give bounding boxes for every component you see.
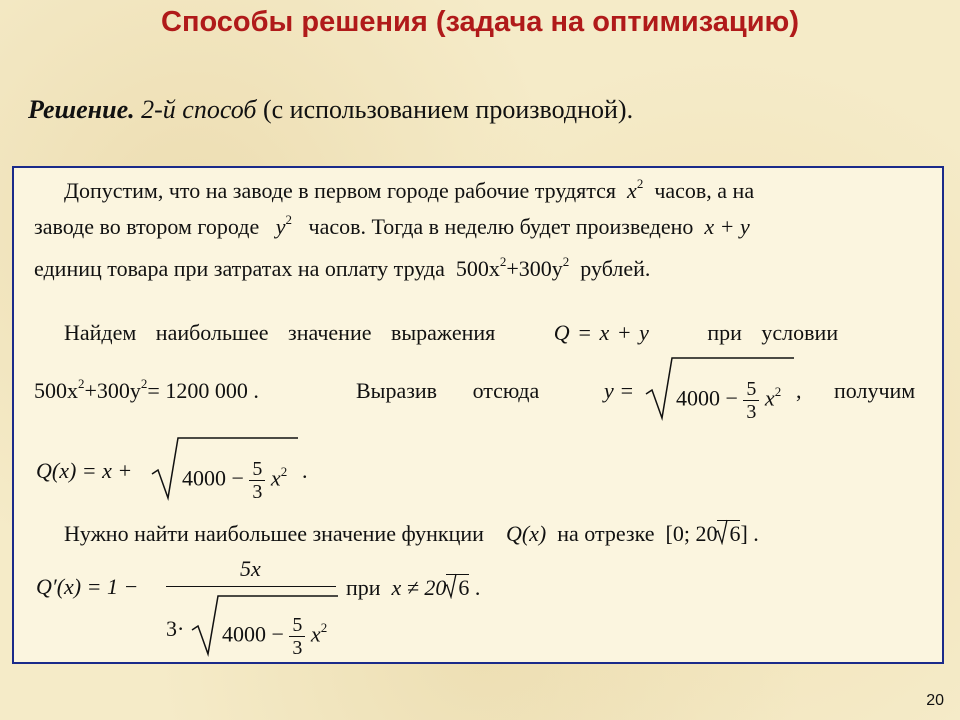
radical-sign-icon xyxy=(715,519,729,545)
math-x-neq: x ≠ 20 xyxy=(391,575,447,600)
exp-2: 2 xyxy=(499,254,507,269)
p3-line1 xyxy=(64,520,759,547)
exp-2: 2 xyxy=(562,254,570,269)
p1-text-3b: рублей. xyxy=(580,256,651,281)
p1-text-1a: Допустим, что на заводе в первом городе рабочие трудятся xyxy=(64,178,617,203)
solution-panel xyxy=(12,166,944,664)
p2-line2-constraint xyxy=(34,378,259,404)
p2-line1 xyxy=(64,320,838,346)
p2-line2-end xyxy=(834,378,915,404)
math-constraint-b: +300y xyxy=(84,378,141,403)
fraction-5-3 xyxy=(249,458,265,503)
math-constraint-a: 500x xyxy=(34,378,78,403)
derivative-lhs xyxy=(36,574,138,600)
p2-text-2a: Выразив отсюда xyxy=(356,378,540,403)
math-x: x xyxy=(270,465,281,491)
p1-line3 xyxy=(34,256,650,282)
p1-line2 xyxy=(34,214,750,240)
method-description: (с использованием производной). xyxy=(262,95,634,124)
exp-2: 2 xyxy=(78,376,85,391)
derivative-condition xyxy=(346,574,480,601)
frac-den: 3 xyxy=(746,401,757,423)
math-y-eq: y = xyxy=(604,378,635,403)
p1-line1 xyxy=(64,178,754,204)
radicand-y xyxy=(676,378,781,423)
sqrt-6 xyxy=(717,520,740,547)
math-radicand: 4000 − xyxy=(222,621,284,647)
math-comma: , xyxy=(796,378,802,403)
math-dQ-den-prefix: 3· xyxy=(166,616,185,641)
math-cost-a: 500x xyxy=(455,256,500,281)
sqrt-derivative xyxy=(192,592,342,658)
p1-text-1b: часов, а на xyxy=(654,178,755,203)
sqrt-6 xyxy=(446,574,469,601)
Qx-definition xyxy=(36,458,132,484)
math-Q-eq: Q = x + y xyxy=(553,320,649,345)
exp-2: 2 xyxy=(280,463,288,479)
math-Qx-eq: Q(x) = x + xyxy=(36,458,133,483)
p3-text-1a: Нужно найти наибольшее значение функции xyxy=(64,521,484,546)
math-y: y xyxy=(275,214,286,239)
math-six: 6 xyxy=(729,521,741,546)
y-equation xyxy=(604,378,634,404)
math-Qx: Q(x) xyxy=(505,521,547,546)
p1-text-3a: единиц товара при затратах на оплату труда xyxy=(34,256,445,281)
p2-line2-text xyxy=(356,378,539,404)
sqrt-y xyxy=(646,354,796,424)
math-dQ-num: 5x xyxy=(240,556,261,581)
method-label: 2-й способ xyxy=(141,95,257,124)
fraction-bar xyxy=(166,586,336,587)
exp-2: 2 xyxy=(774,383,782,399)
math-radicand: 4000 − xyxy=(182,465,244,491)
math-end-period: . xyxy=(474,575,481,600)
p3-text-1b: на отрезке xyxy=(557,521,655,546)
comma xyxy=(796,378,802,404)
sqrt-Qx xyxy=(152,434,302,504)
exp-2: 2 xyxy=(636,176,644,191)
page-number: 20 xyxy=(926,692,944,709)
math-radicand: 4000 − xyxy=(676,385,738,411)
frac-num: 5 xyxy=(743,378,759,401)
solution-label: Решение. xyxy=(28,95,135,124)
math-x: x xyxy=(627,178,637,203)
radical-sign-icon xyxy=(444,573,458,599)
exp-2: 2 xyxy=(285,212,292,227)
p2-text-1b: при условии xyxy=(707,320,839,345)
frac-den: 3 xyxy=(252,481,263,503)
exp-2: 2 xyxy=(140,376,148,391)
fraction-5-3 xyxy=(743,378,759,423)
radicand-derivative xyxy=(222,614,327,659)
p2-text-2b: получим xyxy=(834,378,916,403)
derivative-numerator xyxy=(240,556,261,582)
p3-text-cond: при xyxy=(346,575,381,600)
p1-text-2a: заводе во втором городе xyxy=(34,214,260,239)
period xyxy=(302,458,308,484)
radicand-Qx xyxy=(182,458,287,503)
solution-heading xyxy=(28,95,633,125)
math-period: . xyxy=(302,458,308,483)
math-x: x xyxy=(310,621,321,647)
math-interval-end: ] . xyxy=(740,521,759,546)
math-dQ-eq: Q′(x) = 1 − xyxy=(36,574,139,599)
p2-text-1a: Найдем наибольшее значение выражения xyxy=(64,320,496,345)
slide-title: Способы решения (задача на оптимизацию) xyxy=(161,6,799,38)
frac-num: 5 xyxy=(289,614,305,637)
exp-2: 2 xyxy=(320,619,328,635)
math-six: 6 xyxy=(458,575,470,600)
frac-den: 3 xyxy=(292,637,303,659)
frac-num: 5 xyxy=(249,458,265,481)
math-x: x xyxy=(764,385,775,411)
fraction-5-3 xyxy=(289,614,305,659)
math-constraint-rhs: = 1200 000 . xyxy=(147,378,259,403)
math-cost-b: +300y xyxy=(506,256,563,281)
derivative-den-prefix xyxy=(166,616,184,642)
p1-text-2b: часов. Тогда в неделю будет произведено xyxy=(308,214,694,239)
math-x-plus-y: x + y xyxy=(704,214,750,239)
math-interval: [0; 20 xyxy=(665,521,718,546)
